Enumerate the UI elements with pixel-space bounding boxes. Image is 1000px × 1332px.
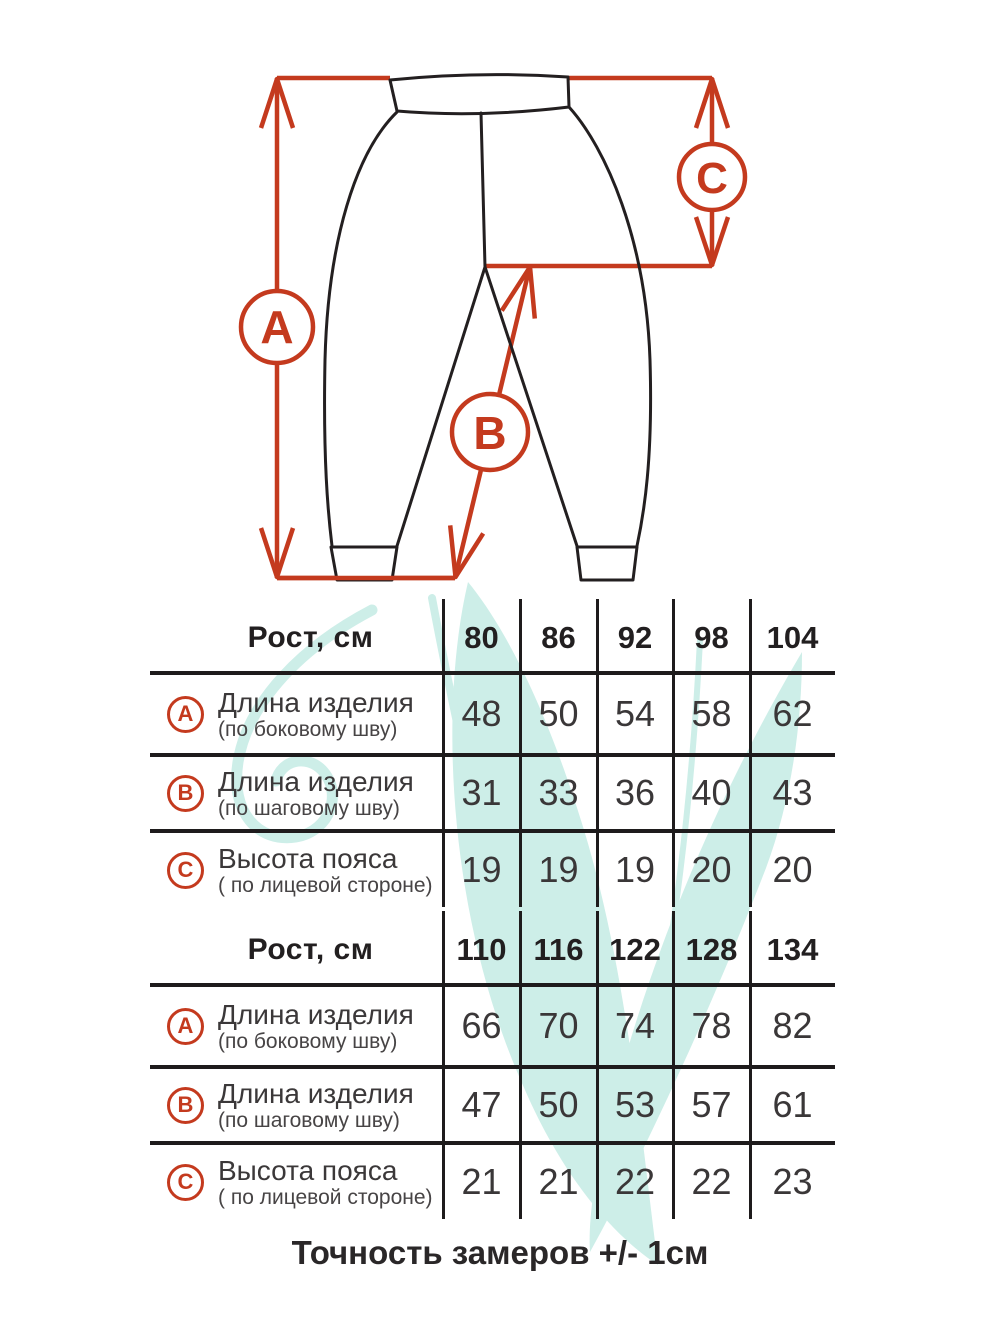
size-header: 122: [609, 932, 661, 967]
table-hline: [150, 829, 835, 833]
row-letter-badge: B: [167, 775, 204, 812]
row-letter-badge: B: [167, 1087, 204, 1124]
measure-a-letter: A: [260, 301, 294, 353]
table-row-b: [150, 757, 835, 829]
row-label: Высота пояса: [218, 842, 398, 874]
table-row-b: [150, 1069, 835, 1141]
table-cell: 20: [691, 849, 732, 890]
pants-center-seam: [481, 113, 485, 267]
table-hline: [150, 753, 835, 757]
height-header-label: Рост, см: [247, 621, 374, 654]
size-table-80-104: [150, 605, 835, 907]
table-cell: 43: [772, 772, 813, 813]
row-sublabel: ( по лицевой стороне): [218, 1185, 433, 1209]
row-sublabel: ( по лицевой стороне): [218, 873, 433, 897]
table-cell: 31: [461, 772, 502, 813]
table-row-a: [150, 675, 835, 753]
table-cell: 54: [614, 693, 656, 734]
table-cell: 19: [461, 849, 502, 890]
size-header: 86: [541, 620, 576, 655]
table-cell: 48: [461, 693, 502, 734]
row-letter-badge: C: [167, 852, 204, 889]
row-sublabel: (по шаговому шву): [218, 796, 400, 820]
table-cell: 23: [772, 1161, 813, 1202]
table-cell: 21: [538, 1161, 579, 1202]
row-letter-badge: C: [167, 1164, 204, 1201]
table-row-c: [150, 833, 835, 907]
table-cell: 62: [772, 693, 813, 734]
table-cell: 22: [614, 1161, 656, 1202]
row-label: Длина изделия: [218, 1077, 414, 1109]
row-label: Длина изделия: [218, 686, 414, 718]
size-header: 134: [766, 932, 819, 967]
row-label: Высота пояса: [218, 1154, 398, 1186]
table-cell: 22: [691, 1161, 732, 1202]
table-cell: 70: [538, 1005, 579, 1046]
table-hline: [150, 983, 835, 987]
height-header-label: Рост, см: [247, 933, 374, 966]
size-table-110-134: [150, 917, 835, 1219]
pants-left-cuff: [331, 547, 397, 580]
table-hline: [150, 1141, 835, 1145]
size-header: 110: [456, 932, 507, 967]
pants-measurement-diagram: [0, 0, 1000, 620]
table-cell: 36: [614, 772, 656, 813]
row-sublabel: (по боковому шву): [218, 1029, 398, 1053]
size-header: 104: [766, 620, 819, 655]
table-cell: 40: [691, 772, 732, 813]
row-label: Длина изделия: [218, 998, 414, 1030]
row-sublabel: (по шаговому шву): [218, 1108, 400, 1132]
table-cell: 47: [461, 1084, 502, 1125]
table-cell: 19: [538, 849, 579, 890]
size-header: 92: [617, 620, 653, 655]
row-sublabel: (по боковому шву): [218, 717, 398, 741]
table-header-row: [150, 605, 835, 671]
size-header: 98: [694, 620, 729, 655]
pants-left-outer-seam: [325, 112, 397, 546]
table-cell: 21: [461, 1161, 502, 1202]
table-cell: 82: [772, 1005, 813, 1046]
size-header: 80: [464, 620, 499, 655]
pants-right-cuff: [577, 547, 637, 580]
size-header: 128: [685, 932, 738, 967]
table-cell: 50: [538, 1084, 579, 1125]
table-row-a: [150, 987, 835, 1065]
table-cell: 78: [691, 1005, 732, 1046]
table-hline: [150, 1065, 835, 1069]
table-header-row: [150, 917, 835, 983]
row-label: Длина изделия: [218, 765, 414, 797]
table-cell: 66: [461, 1005, 502, 1046]
table-cell: 53: [614, 1084, 656, 1125]
size-header: 116: [533, 932, 584, 967]
table-cell: 57: [691, 1084, 732, 1125]
pants-right-outer-seam: [569, 107, 651, 546]
row-letter-badge: A: [167, 696, 204, 733]
table-cell: 33: [538, 772, 579, 813]
row-letter-badge: A: [167, 1008, 204, 1045]
table-cell: 58: [691, 693, 732, 734]
table-hline: [150, 671, 835, 675]
table-cell: 20: [772, 849, 813, 890]
measure-c-letter: C: [696, 154, 728, 203]
pants-waistband: [390, 75, 569, 114]
measure-b-letter: B: [473, 407, 507, 459]
table-cell: 61: [772, 1084, 813, 1125]
table-row-c: [150, 1145, 835, 1219]
accuracy-note: Точность замеров +/- 1см: [291, 1234, 709, 1271]
table-cell: 19: [614, 849, 656, 890]
table-cell: 74: [614, 1005, 656, 1046]
table-cell: 50: [538, 693, 579, 734]
